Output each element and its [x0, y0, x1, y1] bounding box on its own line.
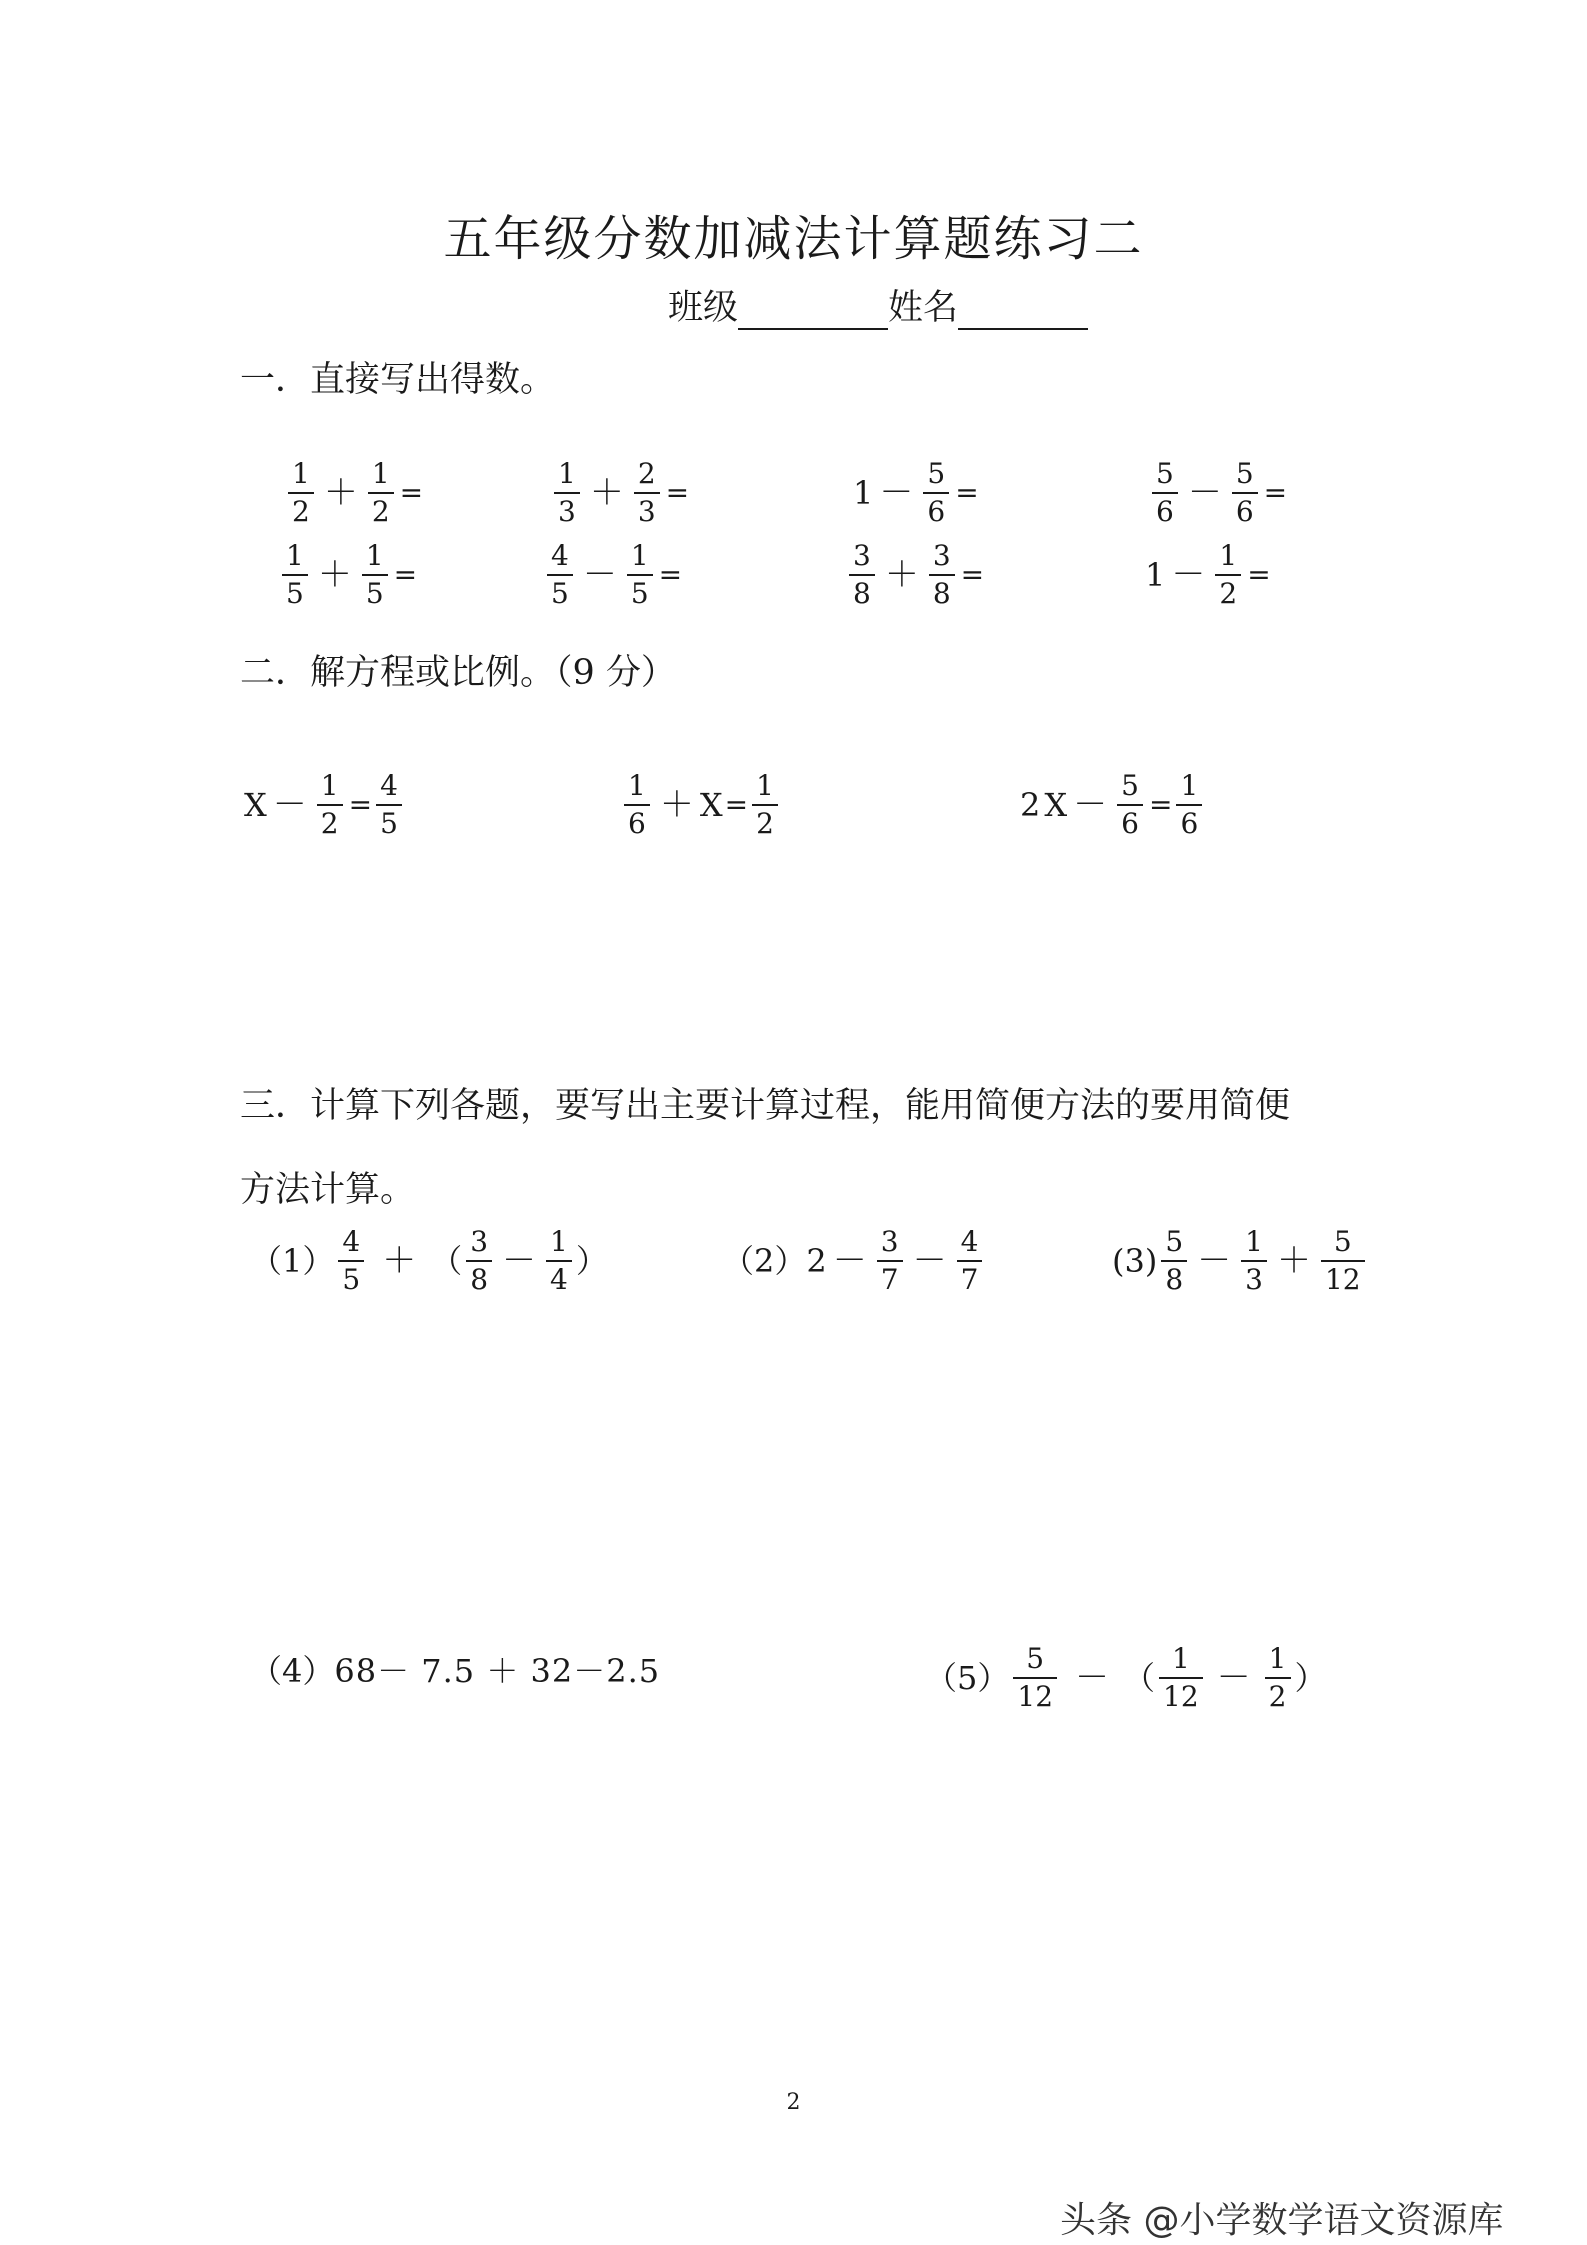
math-text: （4） [250, 1652, 335, 1690]
math-text: 1 [853, 474, 874, 512]
operator: ＋ [1276, 1241, 1311, 1281]
equals-sign: = [724, 788, 749, 821]
numerator: 1 [1171, 1642, 1190, 1675]
watermark: 头条 @小学数学语文资源库 [1060, 2200, 1504, 2241]
denominator: 4 [546, 1260, 572, 1294]
operator: ＋ [317, 555, 352, 595]
fraction [368, 457, 394, 528]
fraction [1152, 457, 1178, 528]
math-text: 2 [1020, 786, 1041, 824]
numerator: 1 [371, 457, 390, 490]
denominator: 5 [362, 574, 388, 608]
numerator: 5 [1156, 457, 1174, 490]
s1-item-7 [845, 539, 985, 610]
numerator: 5 [1165, 1225, 1184, 1258]
denominator: 3 [554, 492, 580, 526]
fraction [957, 1225, 983, 1296]
name-blank[interactable] [958, 294, 1088, 330]
equals-sign: = [1247, 558, 1271, 591]
denominator: 5 [338, 1260, 364, 1294]
fraction [362, 539, 388, 610]
equals-sign: = [399, 476, 424, 509]
numerator: 4 [380, 769, 398, 802]
fraction [1013, 1642, 1057, 1713]
numerator: 2 [637, 457, 656, 490]
operator: － [502, 1241, 537, 1281]
denominator: 5 [282, 574, 308, 608]
s1-item-3 [853, 457, 979, 528]
numerator: 1 [320, 769, 339, 802]
fraction [1232, 457, 1258, 528]
math-text: X [1044, 786, 1068, 824]
math-text: 1 [1145, 556, 1166, 594]
fraction [1215, 539, 1241, 610]
denominator: 3 [1241, 1260, 1267, 1294]
student-info-line [668, 280, 1088, 330]
denominator: 2 [288, 492, 314, 526]
class-blank[interactable] [738, 294, 888, 330]
numerator: 1 [628, 769, 646, 802]
denominator: 6 [1176, 804, 1202, 838]
numerator: 5 [1121, 769, 1139, 802]
denominator: 8 [1161, 1260, 1187, 1294]
class-label: 班级 [668, 288, 739, 328]
denominator: 2 [752, 804, 778, 838]
operator: － [832, 1241, 867, 1281]
numerator: 3 [932, 539, 951, 572]
numerator: 1 [1219, 539, 1238, 572]
equals-sign: = [960, 558, 985, 591]
math-text: ） [575, 1242, 608, 1280]
denominator: 12 [1159, 1677, 1203, 1711]
denominator: 6 [1117, 804, 1143, 838]
fraction [288, 457, 314, 528]
equals-sign: = [1148, 788, 1173, 821]
numerator: 3 [853, 539, 871, 572]
denominator: 12 [1321, 1260, 1365, 1294]
fraction [338, 1225, 364, 1296]
s3-problem-3 [1112, 1225, 1369, 1296]
operator: － [1216, 1658, 1251, 1698]
math-text: (3) [1112, 1242, 1158, 1280]
numerator: 1 [550, 1225, 568, 1258]
equals-sign: = [1263, 476, 1288, 509]
fraction [317, 769, 343, 840]
operator: － [1073, 785, 1108, 825]
operator: － [1171, 555, 1206, 595]
numerator: 1 [365, 539, 384, 572]
denominator: 8 [849, 574, 875, 608]
numerator: 4 [960, 1225, 979, 1258]
math-text: （5） [925, 1659, 1010, 1697]
operator: ＋ [589, 473, 624, 513]
fraction [923, 457, 949, 528]
section-3-heading-line2: 方法计算。 [240, 1170, 416, 1210]
numerator: 1 [1268, 1642, 1287, 1675]
numerator: 1 [630, 539, 649, 572]
fraction [1241, 1225, 1267, 1296]
denominator: 6 [624, 804, 650, 838]
s1-item-5 [278, 539, 418, 610]
equals-sign: = [658, 558, 683, 591]
denominator: 8 [929, 574, 955, 608]
math-text: X [244, 786, 267, 824]
fraction [1321, 1225, 1365, 1296]
denominator: 2 [1215, 574, 1241, 608]
denominator: 2 [368, 492, 394, 526]
numerator: 5 [927, 457, 946, 490]
equals-sign: = [393, 558, 418, 591]
operator: ＋ [659, 785, 694, 825]
numerator: 4 [342, 1225, 361, 1258]
numerator: 1 [1180, 769, 1199, 802]
fraction [627, 539, 653, 610]
math-text: （1） [250, 1242, 335, 1280]
equals-sign: = [665, 476, 690, 509]
math-text: 68－ 7.5 ＋ 32－2.5 [334, 1652, 661, 1690]
fraction [1159, 1642, 1203, 1713]
denominator: 2 [317, 804, 343, 838]
math-text: （ [1123, 1659, 1156, 1697]
s2-equation-3 [1020, 769, 1206, 840]
math-text: （2） [722, 1242, 807, 1280]
denominator: 6 [1232, 492, 1258, 526]
numerator: 5 [1026, 1642, 1045, 1675]
operator: － [912, 1241, 947, 1281]
numerator: 3 [880, 1225, 899, 1258]
fraction [466, 1225, 492, 1296]
fraction [1265, 1642, 1291, 1713]
numerator: 4 [551, 539, 569, 572]
numerator: 1 [1245, 1225, 1263, 1258]
numerator: 1 [292, 457, 310, 490]
denominator: 8 [466, 1260, 492, 1294]
denominator: 5 [376, 804, 402, 838]
s3-problem-2 [722, 1225, 986, 1296]
s1-item-8 [1145, 539, 1271, 610]
section-3-heading-line1: 三．计算下列各题，要写出主要计算过程，能用简便方法的要用简便 [240, 1086, 1291, 1126]
math-text: ） [1294, 1659, 1327, 1697]
numerator: 1 [286, 539, 304, 572]
s2-equation-2 [620, 769, 782, 840]
denominator: 3 [634, 492, 660, 526]
s3-problem-4 [250, 1652, 661, 1690]
denominator: 7 [877, 1260, 903, 1294]
s1-item-6 [543, 539, 683, 610]
s1-item-4 [1148, 457, 1288, 528]
fraction [624, 769, 650, 840]
denominator: 5 [547, 574, 573, 608]
fraction [634, 457, 660, 528]
equals-sign: = [955, 476, 979, 509]
operator: － [582, 555, 617, 595]
numerator: 1 [558, 457, 576, 490]
operator: － [1187, 473, 1222, 513]
operator: － [1197, 1241, 1232, 1281]
name-label: 姓名 [888, 288, 959, 328]
math-text: X [699, 786, 723, 824]
numerator: 1 [756, 769, 774, 802]
operator: － [1075, 1658, 1110, 1698]
fraction [877, 1225, 903, 1296]
denominator: 6 [923, 492, 949, 526]
section-1-heading: 一．直接写出得数。 [240, 360, 556, 400]
math-text: （ [430, 1242, 463, 1280]
operator: ＋ [323, 473, 358, 513]
operator: ＋ [884, 555, 919, 595]
denominator: 7 [957, 1260, 983, 1294]
denominator: 5 [627, 574, 653, 608]
denominator: 2 [1265, 1677, 1291, 1711]
s1-item-2 [550, 457, 690, 528]
s3-problem-1 [250, 1225, 608, 1296]
fraction [1117, 769, 1143, 840]
fraction [849, 539, 875, 610]
numerator: 3 [470, 1225, 489, 1258]
fraction [1161, 1225, 1187, 1296]
operator: － [879, 473, 914, 513]
numerator: 5 [1333, 1225, 1352, 1258]
fraction [1176, 769, 1202, 840]
s1-item-1 [284, 457, 424, 528]
s2-equation-1 [244, 769, 406, 840]
fraction [376, 769, 402, 840]
operator: ＋ [382, 1241, 417, 1281]
operator: － [272, 785, 307, 825]
page-title: 五年级分数加减法计算题练习二 [443, 211, 1144, 267]
fraction [282, 539, 308, 610]
numerator: 5 [1235, 457, 1254, 490]
denominator: 12 [1013, 1677, 1057, 1711]
denominator: 6 [1152, 492, 1178, 526]
fraction [546, 1225, 572, 1296]
fraction [554, 457, 580, 528]
equals-sign: = [348, 788, 373, 821]
page-number: 2 [786, 2090, 801, 2115]
math-text: 2 [806, 1242, 827, 1280]
fraction [547, 539, 573, 610]
section-2-heading: 二．解方程或比例。（9 分） [240, 653, 676, 693]
fraction [752, 769, 778, 840]
s3-problem-5 [925, 1642, 1327, 1713]
fraction [929, 539, 955, 610]
